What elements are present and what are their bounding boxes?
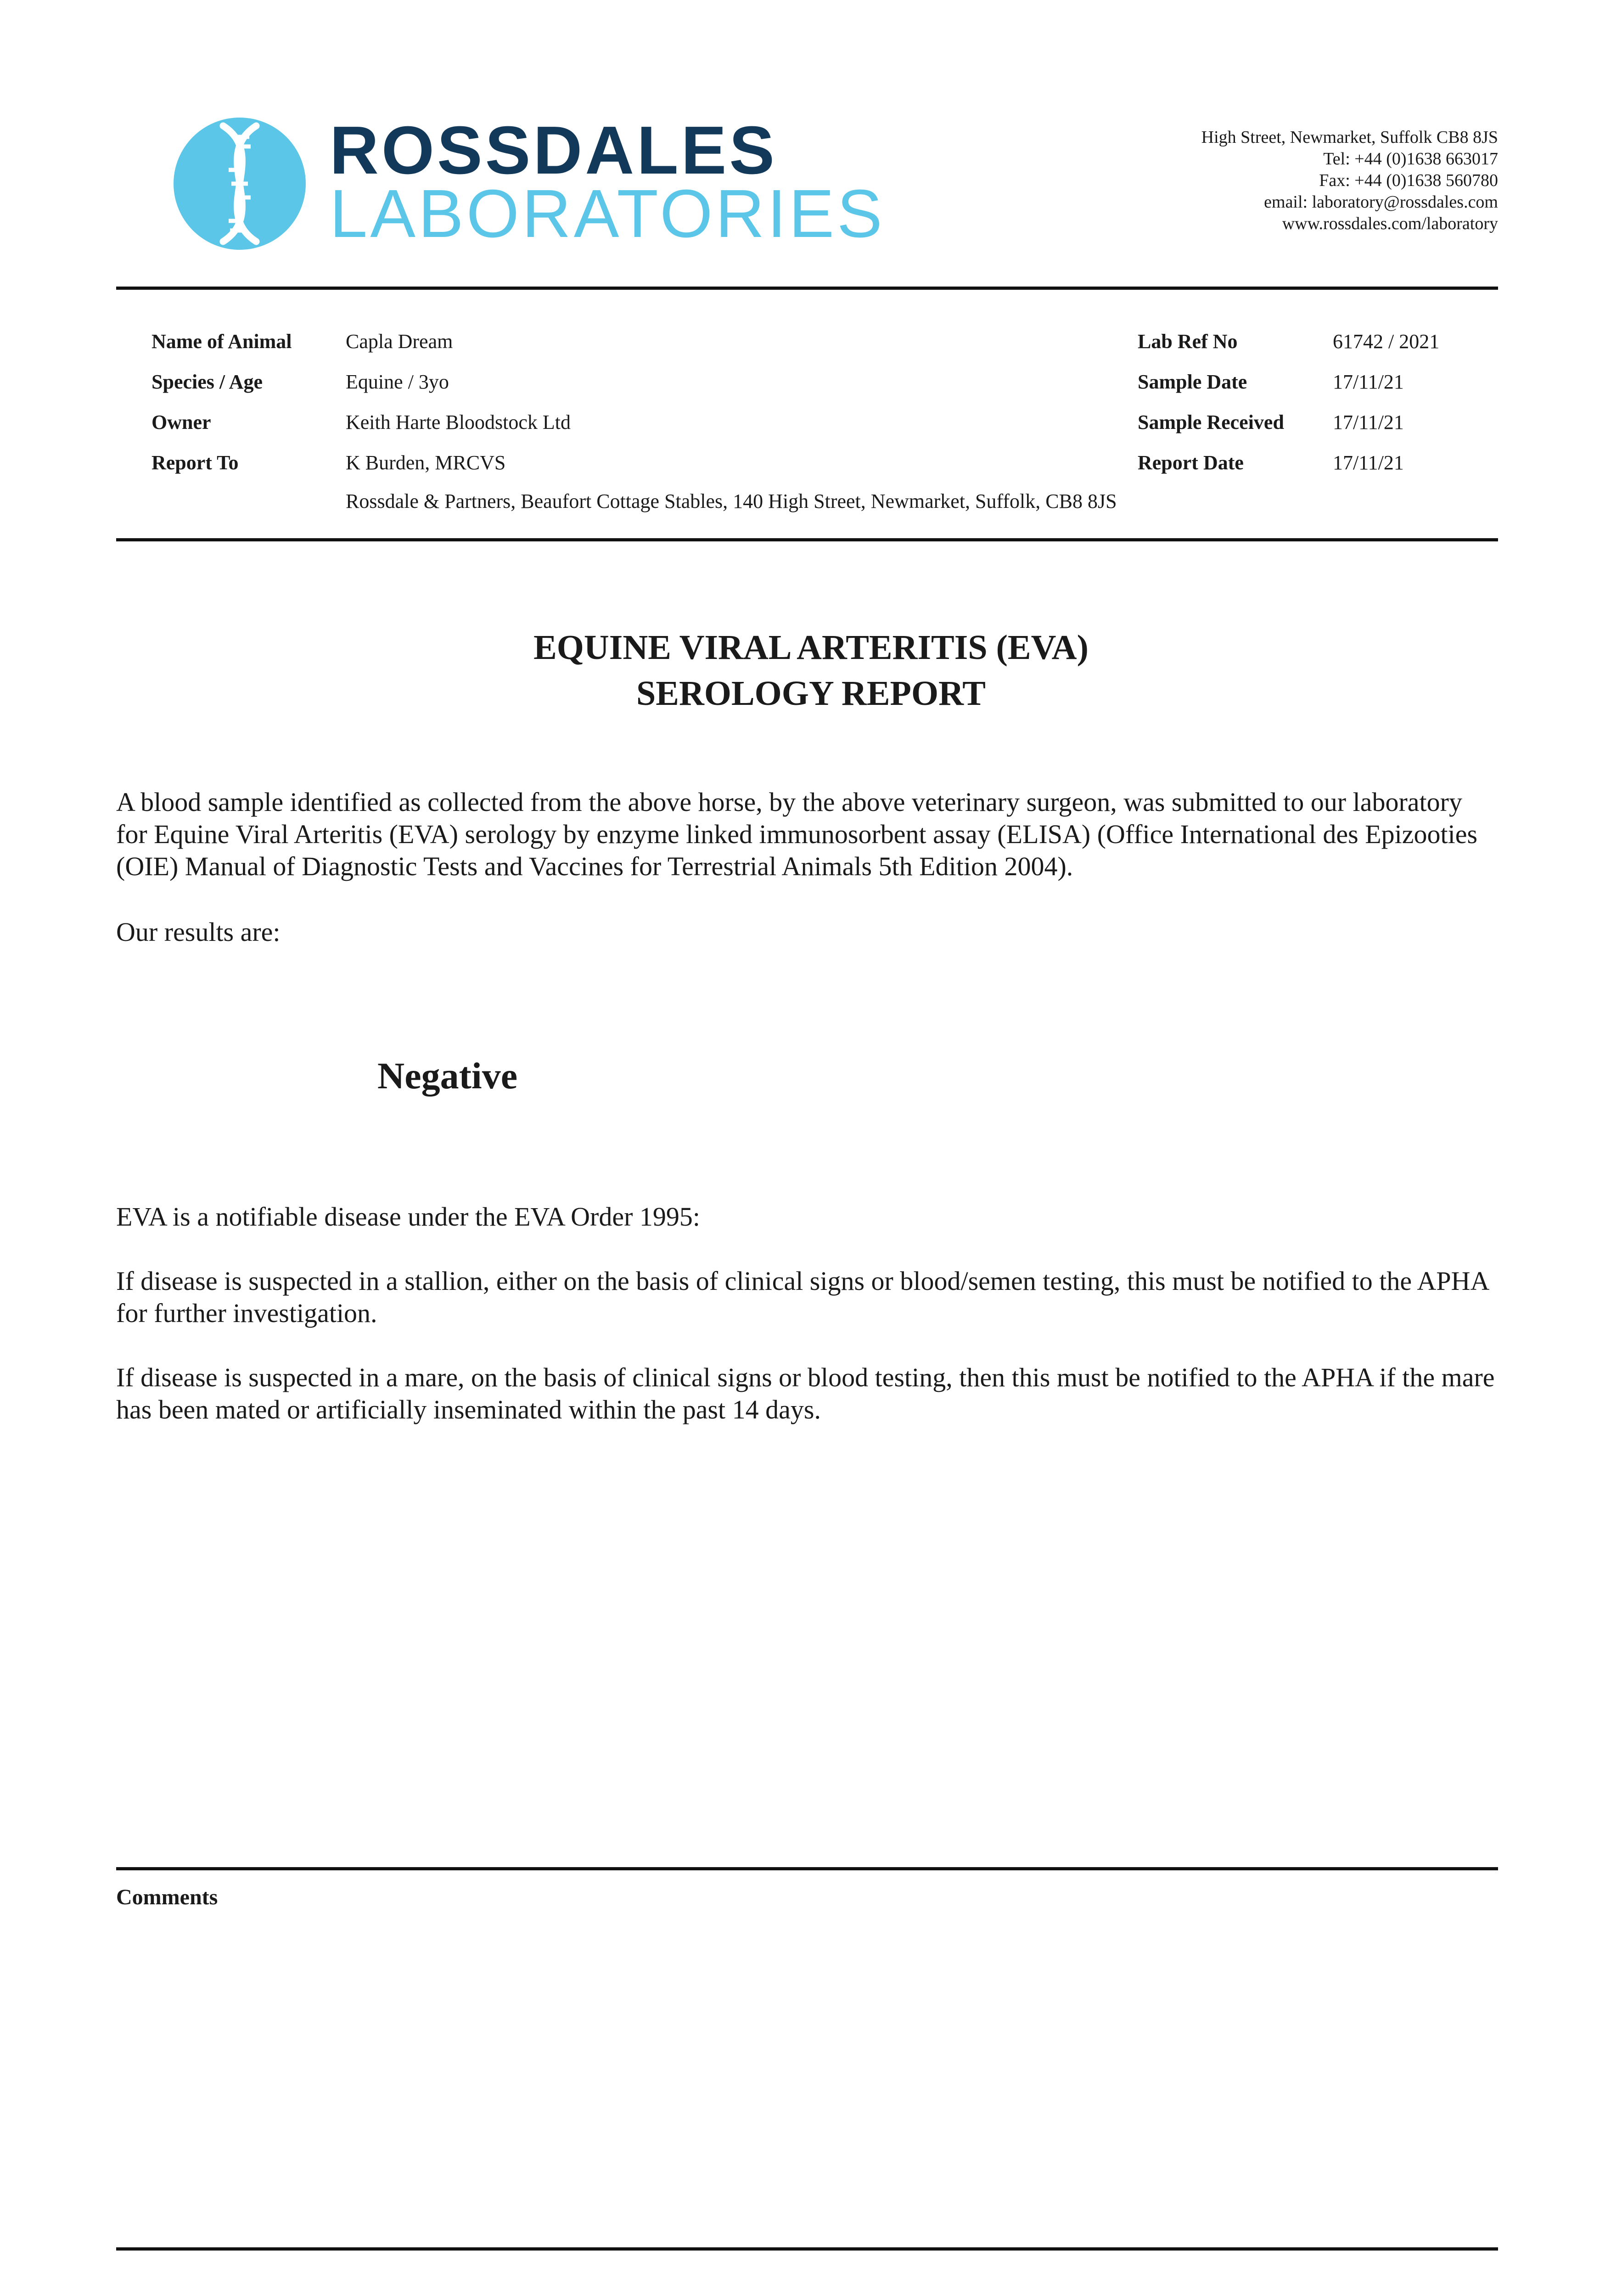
info-value: Equine / 3yo — [346, 371, 449, 393]
results-intro: Our results are: — [116, 917, 281, 947]
dna-helix-icon — [171, 115, 309, 253]
info-divider — [116, 538, 1498, 541]
test-result: Negative — [377, 1055, 518, 1097]
comments-divider — [116, 1867, 1498, 1870]
contact-block — [1201, 127, 1498, 235]
footer-divider — [116, 2247, 1498, 2251]
info-label: Lab Ref No — [1138, 330, 1238, 353]
report-title-line1: EQUINE VIRAL ARTERITIS (EVA) — [533, 628, 1089, 667]
contact-address: High Street, Newmarket, Suffolk CB8 8JS — [1201, 128, 1498, 147]
contact-email[interactable]: email: laboratory@rossdales.com — [1264, 192, 1498, 212]
header-divider — [116, 287, 1498, 290]
info-value: 17/11/21 — [1333, 451, 1404, 474]
brand-name: ROSSDALES — [330, 113, 778, 188]
stallion-note: If disease is suspected in a stallion, either on the basis of clinical signs or blood/semen testing, this must be notified to the APHA for further investigation. — [116, 1266, 1488, 1328]
contact-website[interactable]: www.rossdales.com/laboratory — [1282, 214, 1498, 233]
mare-note: If disease is suspected in a mare, on the basis of clinical signs or blood testing, then this must be notified to the APHA if the mare has been mated or artificially inseminated within the past 14 days. — [116, 1362, 1495, 1424]
info-value: K Burden, MRCVS — [346, 451, 506, 474]
info-value: 61742 / 2021 — [1333, 330, 1440, 353]
contact-tel: Tel: +44 (0)1638 663017 — [1323, 149, 1498, 169]
info-label: Species / Age — [152, 371, 263, 393]
info-label: Name of Animal — [152, 330, 292, 353]
info-value: 17/11/21 — [1333, 371, 1404, 393]
notifiable-note: EVA is a notifiable disease under the EVA Order 1995: — [116, 1202, 701, 1232]
info-label: Report To — [152, 451, 239, 474]
info-label: Report Date — [1138, 451, 1244, 474]
report-title — [0, 625, 1622, 716]
report-title-line2: SEROLOGY REPORT — [636, 674, 986, 713]
info-value: Keith Harte Bloodstock Ltd — [346, 411, 571, 433]
comments-label: Comments — [116, 1885, 218, 1909]
info-value: 17/11/21 — [1333, 411, 1404, 433]
intro-paragraph: A blood sample identified as collected from the above horse, by the above veterinary surgeon, was submitted to our laboratory for Equine Viral Arteritis (EVA) serology by enzyme linked immunosorbent assay (ELISA) (Office International des Epizooties (OIE) Manual of Diagnostic Tests and Vaccines for Terrestrial Animals 5th Edition 2004). — [116, 787, 1478, 881]
info-label: Sample Received — [1138, 411, 1284, 433]
brand-subtitle: LABORATORIES — [330, 176, 885, 252]
info-label: Owner — [152, 411, 211, 433]
contact-fax: Fax: +44 (0)1638 560780 — [1319, 171, 1498, 190]
info-value: Capla Dream — [346, 330, 453, 353]
info-label: Sample Date — [1138, 371, 1247, 393]
report-to-address: Rossdale & Partners, Beaufort Cottage Stables, 140 High Street, Newmarket, Suffolk, CB8 8JS — [346, 490, 1117, 512]
